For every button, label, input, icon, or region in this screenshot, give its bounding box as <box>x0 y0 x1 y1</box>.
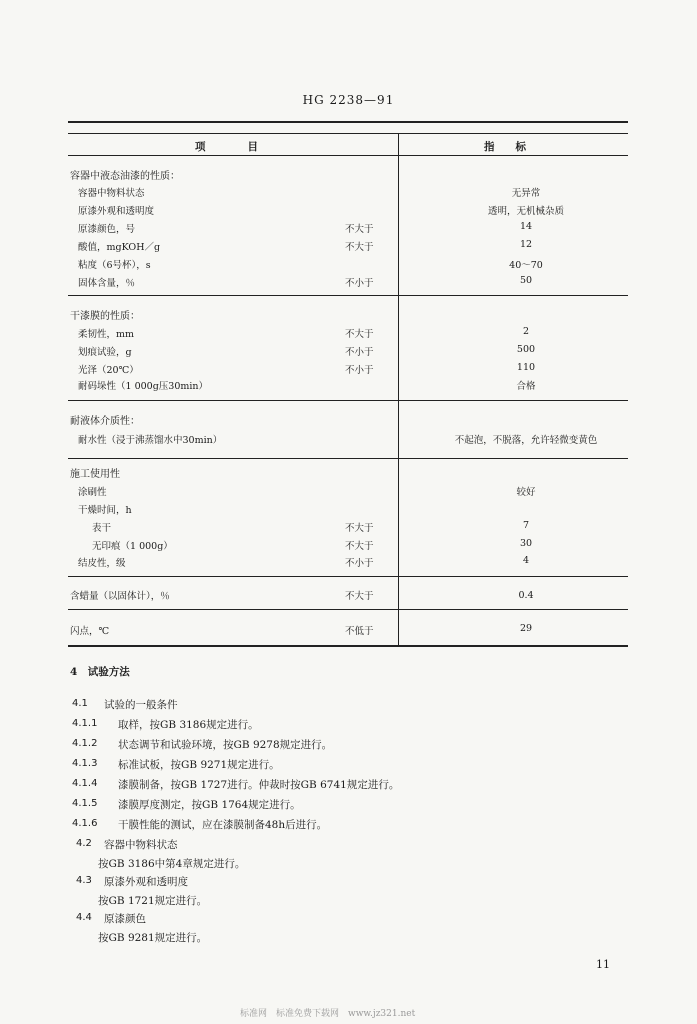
section-title: 干漆膜的性质： <box>70 311 140 322</box>
clause-number: 4.2 <box>76 838 92 849</box>
row-value: 30 <box>519 538 533 549</box>
table-header-rule <box>68 155 628 156</box>
row-item: 闪点，℃ <box>70 626 110 637</box>
row-condition: 不大于 <box>345 224 374 235</box>
standard-number: HG 2238—91 <box>302 93 395 107</box>
row-item: 耐水性（浸于沸蒸馏水中30min） <box>78 435 223 446</box>
clause-number: 4.4 <box>76 912 92 923</box>
clause-text: 漆膜制备，按GB 1727进行。仲裁时按GB 6741规定进行。 <box>118 779 400 791</box>
clause-number: 4.3 <box>76 875 92 886</box>
row-item: 划痕试验，g <box>78 347 132 358</box>
row-value: 2 <box>522 326 530 337</box>
row-value: 500 <box>516 344 536 355</box>
clause-text: 取样，按GB 3186规定进行。 <box>118 719 259 731</box>
row-value: 合格 <box>516 381 536 392</box>
row-condition: 不小于 <box>345 347 374 358</box>
table-header-underline-top <box>68 133 628 134</box>
clause-number: 4.1.1 <box>72 718 98 729</box>
row-value: 29 <box>519 623 533 634</box>
row-condition: 不小于 <box>345 278 374 289</box>
row-value: 12 <box>519 239 533 250</box>
row-item: 原漆颜色，号 <box>78 224 136 235</box>
section-title: 容器中液态油漆的性质： <box>70 171 180 182</box>
column-header-item: 项 目 <box>195 141 258 153</box>
row-item: 含蜡量（以固体计），％ <box>70 591 170 602</box>
section-divider <box>68 295 628 296</box>
row-condition: 不小于 <box>345 365 374 376</box>
clause-text: 按GB 3186中第4章规定进行。 <box>98 858 246 870</box>
clause-text: 按GB 1721规定进行。 <box>98 895 208 907</box>
row-value: 110 <box>516 362 536 373</box>
row-condition: 不大于 <box>345 523 374 534</box>
section-title: 施工使用性 <box>70 469 120 480</box>
page-number: 11 <box>596 958 610 971</box>
row-value: 较好 <box>516 487 536 498</box>
row-condition: 不大于 <box>345 541 374 552</box>
section-divider <box>68 576 628 577</box>
row-condition: 不大于 <box>345 242 374 253</box>
column-header-index: 指 标 <box>484 141 526 153</box>
row-value: 14 <box>519 221 533 232</box>
clause-text: 状态调节和试验环境，按GB 9278规定进行。 <box>118 739 333 751</box>
table-bottom-rule <box>68 645 628 647</box>
clause-number: 4.1.6 <box>72 818 98 829</box>
clause-text: 原漆外观和透明度 <box>104 876 188 888</box>
clause-text: 原漆颜色 <box>104 913 146 925</box>
row-item: 酸值，mgKOH／g <box>78 242 161 253</box>
clause-text: 标准试板，按GB 9271规定进行。 <box>118 759 280 771</box>
clause-text: 漆膜厚度测定，按GB 1764规定进行。 <box>118 799 301 811</box>
clause-number: 4.1.2 <box>72 738 98 749</box>
row-item: 涂刷性 <box>78 487 107 498</box>
footer-watermark: 标准网 标准免费下载网 www.jz321.net <box>240 1009 416 1019</box>
clause-text: 试验的一般条件 <box>104 699 178 711</box>
row-value: 无异常 <box>511 188 541 199</box>
row-value: 0.4 <box>518 590 534 601</box>
row-item: 干燥时间，h <box>78 505 132 516</box>
table-top-rule <box>68 121 628 123</box>
row-item: 粘度（6号杯），s <box>78 260 151 271</box>
section-divider <box>68 400 628 401</box>
clause-text: 容器中物料状态 <box>104 839 178 851</box>
section-divider <box>68 458 628 459</box>
clause-number: 4.1 <box>72 698 88 709</box>
row-value: 不起泡，不脱落，允许轻微变黄色 <box>454 435 598 446</box>
row-value: 透明，无机械杂质 <box>487 206 564 217</box>
row-value: 7 <box>522 520 530 531</box>
row-condition: 不大于 <box>345 591 374 602</box>
row-item: 原漆外观和透明度 <box>78 206 155 217</box>
row-condition: 不小于 <box>345 558 374 569</box>
clause-number: 4.1.4 <box>72 778 98 789</box>
row-item: 光泽（20℃） <box>78 365 139 376</box>
row-value: 4 <box>522 555 530 566</box>
row-item: 固体含量，％ <box>78 278 136 289</box>
row-value: 40～70 <box>509 260 543 271</box>
row-item: 柔韧性，mm <box>78 329 135 340</box>
row-value: 50 <box>519 275 533 286</box>
row-item: 无印痕（1 000g） <box>92 541 173 552</box>
clause-text: 按GB 9281规定进行。 <box>98 932 208 944</box>
clause-number: 4.1.5 <box>72 798 98 809</box>
clause-number: 4.1.3 <box>72 758 98 769</box>
clause-text: 干膜性能的测试，应在漆膜制备48h后进行。 <box>118 819 328 831</box>
row-condition: 不低于 <box>345 626 374 637</box>
row-item: 表干 <box>92 523 112 534</box>
section-title: 耐液体介质性： <box>70 416 140 427</box>
row-item: 容器中物料状态 <box>78 188 145 199</box>
section-divider <box>68 609 628 610</box>
row-condition: 不大于 <box>345 329 374 340</box>
row-item: 耐码垛性（1 000g压30min） <box>78 381 209 392</box>
section-heading: 4 试验方法 <box>70 666 130 678</box>
row-item: 结皮性，级 <box>78 558 126 569</box>
